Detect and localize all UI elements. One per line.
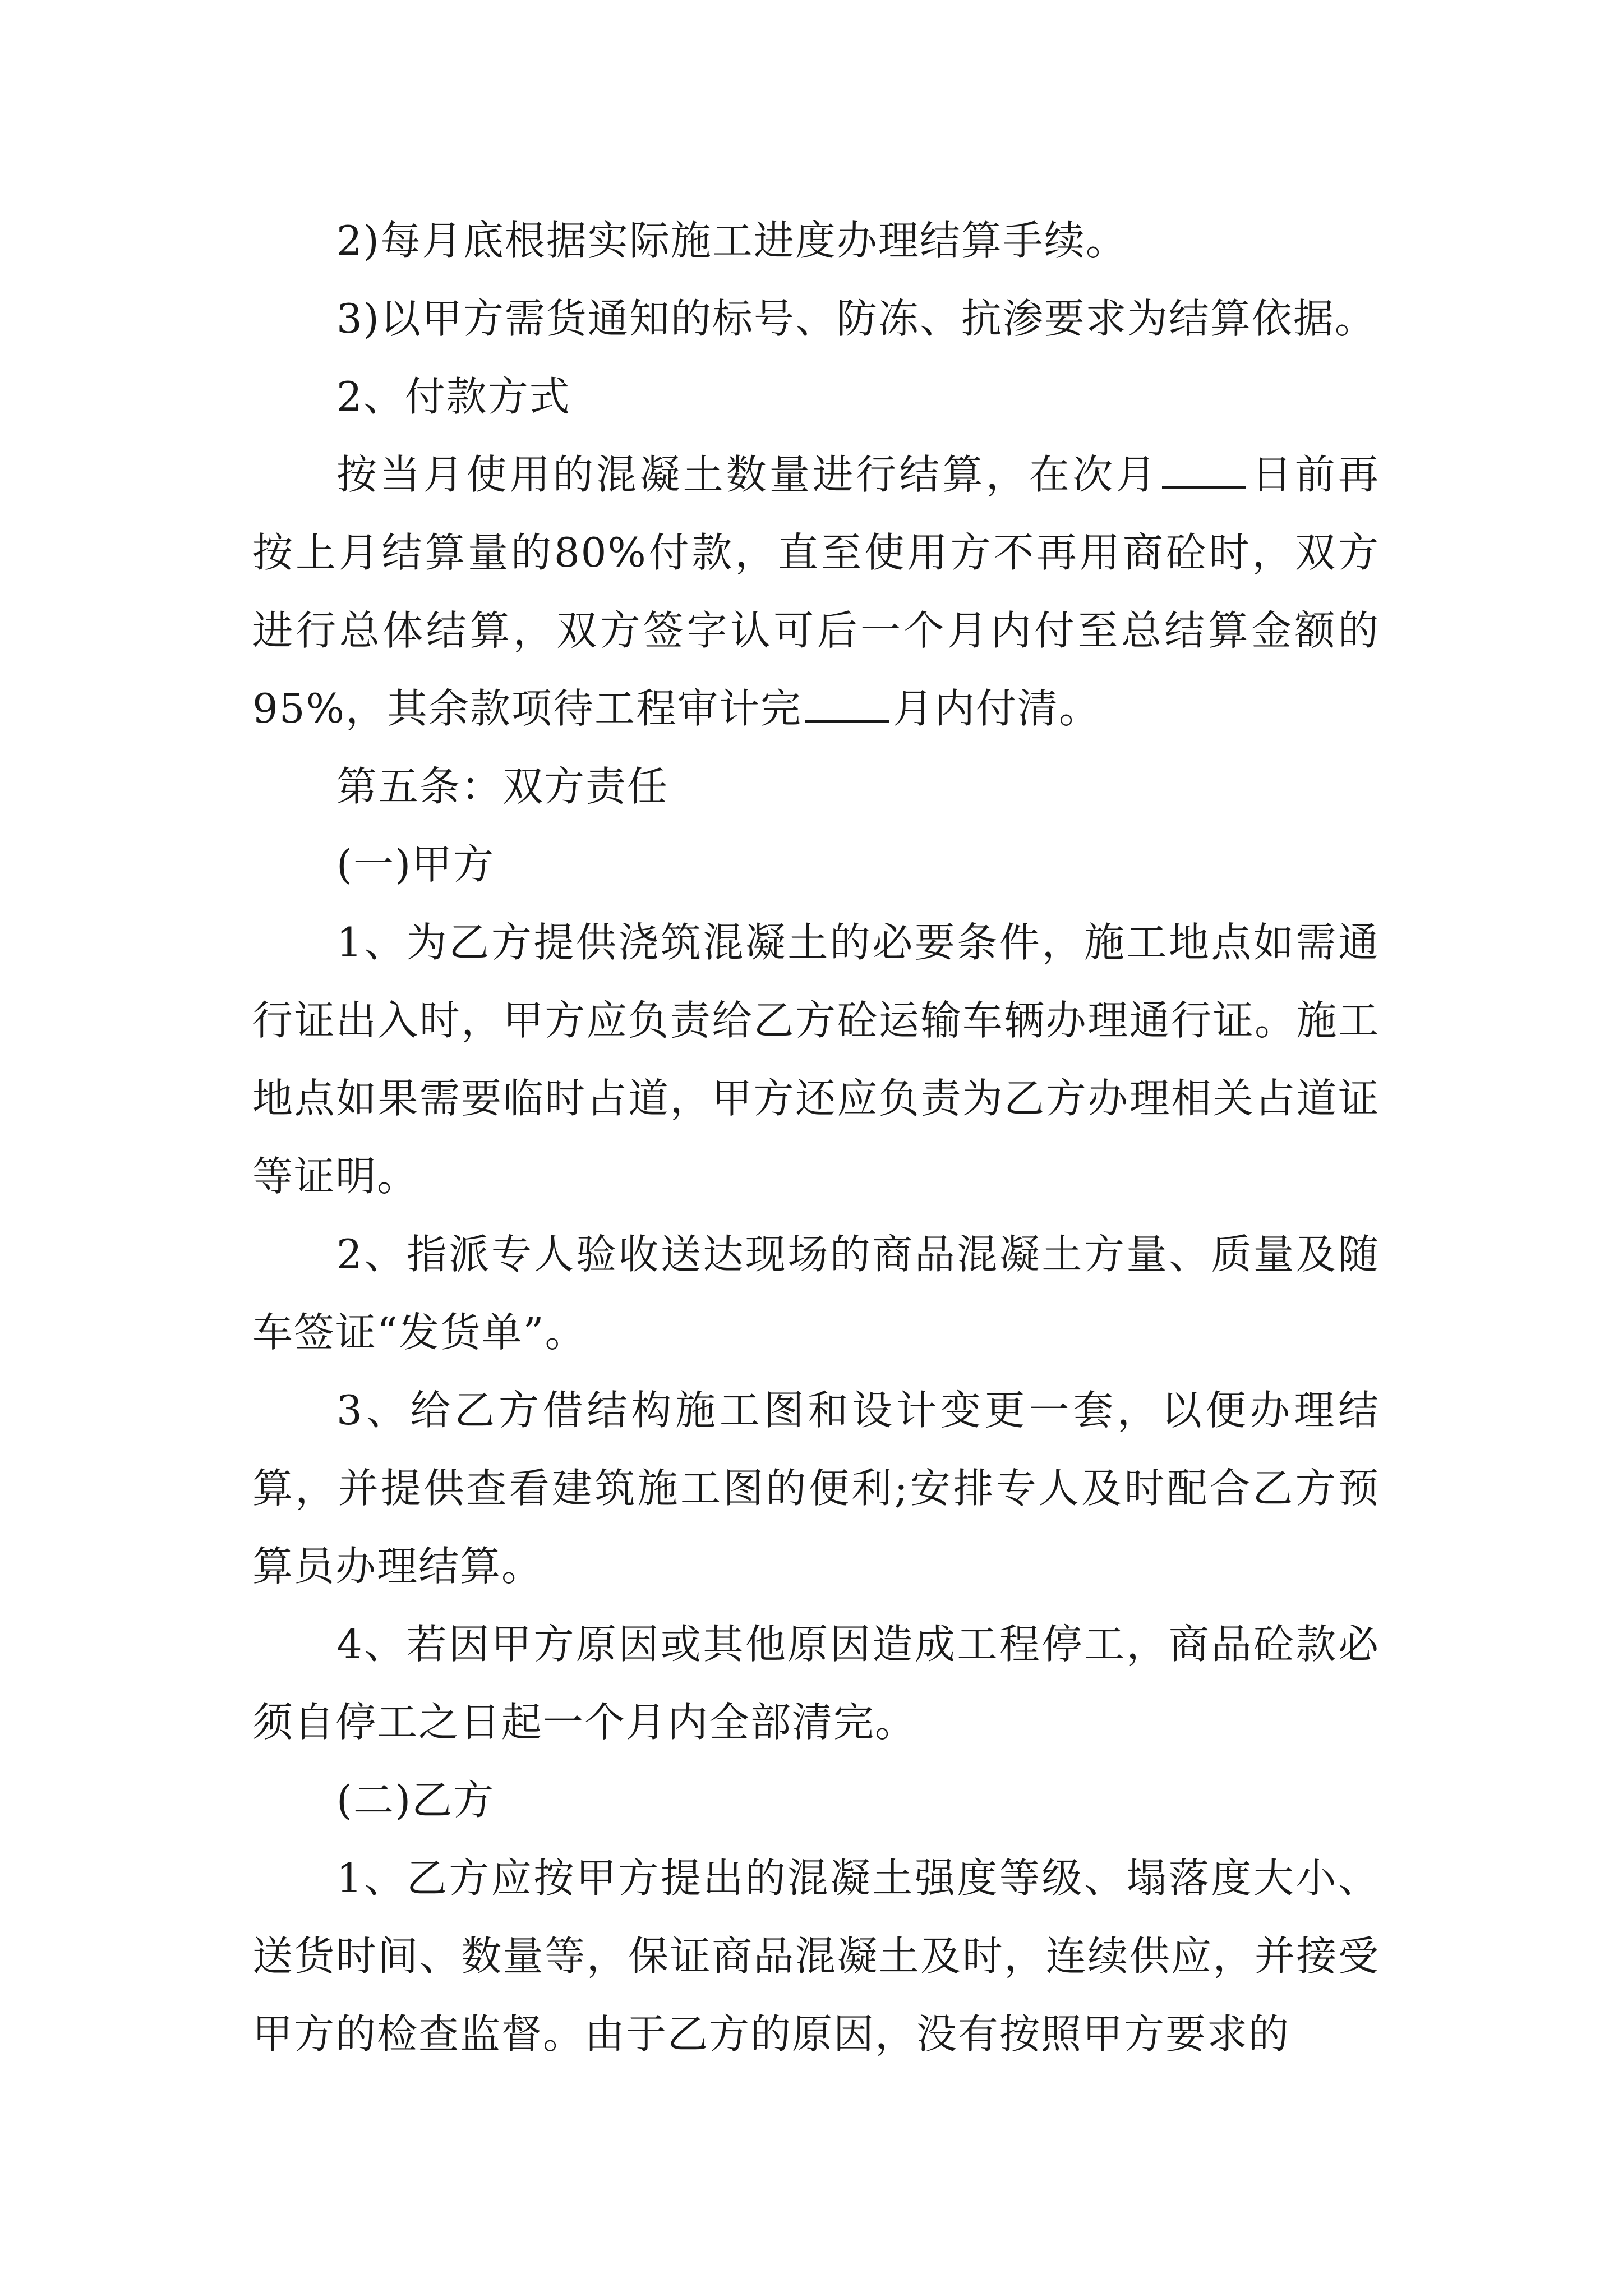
paragraph-party-a-item-2: 2、指派专人验收送达现场的商品混凝土方量、质量及随车签证“发货单”。 (252, 1231, 1380, 1356)
payment-text-part-1: 按当月使用的混凝土数量进行结算，在次月 (336, 451, 1159, 498)
blank-field-month (805, 687, 889, 723)
paragraph-party-a-item-4: 4、若因甲方原因或其他原因造成工程停工，商品砼款必须自停工之日起一个月内全部清完。 (252, 1621, 1380, 1746)
document-body (252, 202, 1380, 2073)
heading-party-b: (二)乙方 (336, 1777, 495, 1824)
payment-text-part-3: 月内付清。 (893, 685, 1101, 732)
heading-article-five: 第五条：双方责任 (336, 763, 669, 810)
paragraph-party-a-item-3: 3、给乙方借结构施工图和设计变更一套，以便办理结算，并提供查看建筑施工图的便利;安排专人及时配合乙方预算员办理结算。 (252, 1387, 1380, 1590)
paragraph-settlement-basis: 3)以甲方需货通知的标号、防冻、抗渗要求为结算依据。 (336, 295, 1376, 342)
heading-party-a: (一)甲方 (336, 841, 495, 888)
paragraph-settlement-monthly: 2)每月底根据实际施工进度办理结算手续。 (336, 217, 1127, 264)
paragraph-payment-terms (252, 436, 1380, 748)
blank-field-day (1162, 453, 1246, 489)
payment-text-part-2: 日前再按上月结算量的80%付款，直至使用方不再用商砼时，双方进行总体结算，双方签字认可后一个月内付至总结算金额的95%，其余款项待工程审计完 (252, 451, 1380, 732)
heading-payment-method: 2、付款方式 (336, 373, 571, 420)
paragraph-party-b-item-1: 1、乙方应按甲方提出的混凝土强度等级、塌落度大小、送货时间、数量等，保证商品混凝土及时，连续供应，并接受甲方的检查监督。由于乙方的原因，没有按照甲方要求的 (252, 1855, 1380, 2058)
paragraph-party-a-item-1: 1、为乙方提供浇筑混凝土的必要条件，施工地点如需通行证出入时，甲方应负责给乙方砼运输车辆办理通行证。施工地点如果需要临时占道，甲方还应负责为乙方办理相关占道证等证明。 (252, 919, 1380, 1200)
